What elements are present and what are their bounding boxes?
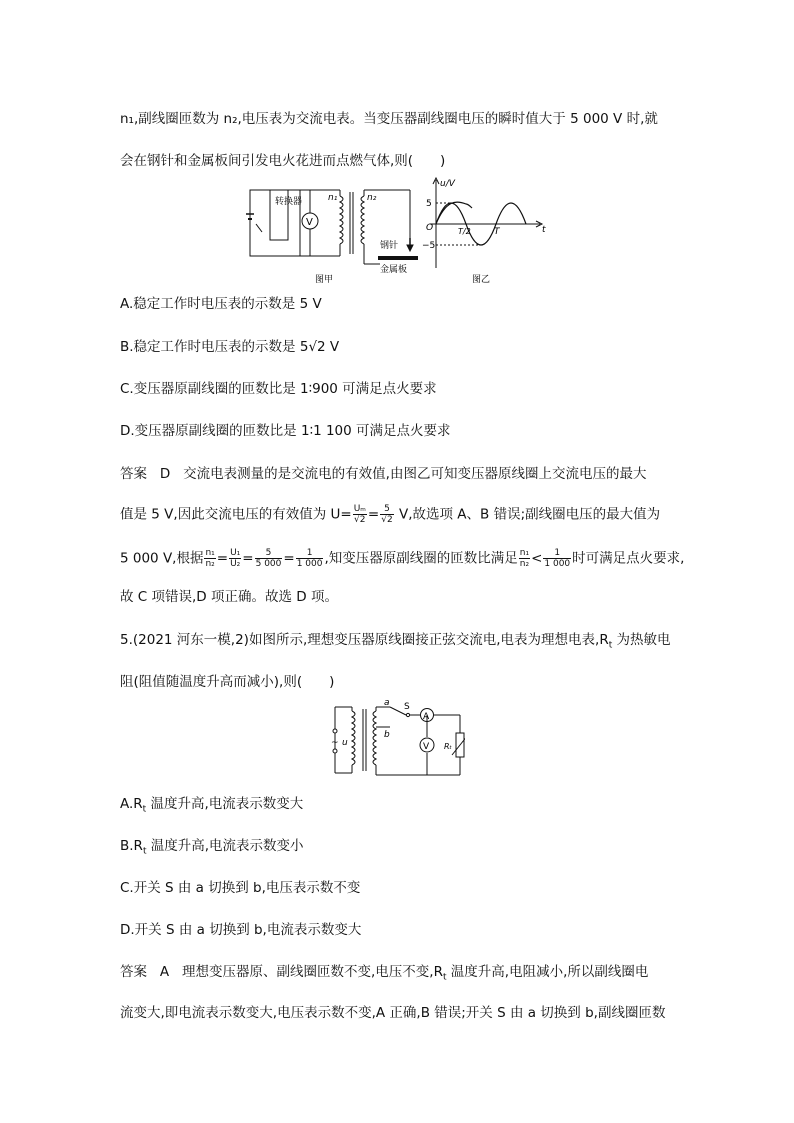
q4-option-b-unit: V bbox=[325, 339, 340, 355]
source-symbol: ~ bbox=[331, 738, 339, 748]
q5-option-c: C.开关 S 由 a 切换到 b,电压表示数不变 bbox=[120, 880, 361, 896]
q5-stem-text: 5.(2021 河东一模,2)如图所示,理想变压器原线圈接正弦交流电,电表为理想电表,R bbox=[120, 632, 609, 648]
transformer-circuit-diagram bbox=[240, 176, 420, 286]
needle-label: 钢针 bbox=[380, 241, 399, 251]
answer-letter: A bbox=[159, 964, 170, 980]
ammeter-label: A bbox=[423, 712, 430, 722]
transformer-switch-circuit bbox=[330, 697, 465, 779]
q5-figure bbox=[330, 697, 465, 779]
fraction bbox=[519, 548, 530, 569]
option-text: B.R bbox=[120, 838, 143, 854]
thermistor-label: Rₜ bbox=[444, 742, 452, 751]
figure-left-caption: 图甲 bbox=[315, 275, 334, 285]
answer-label: 答案 bbox=[120, 466, 147, 482]
denominator: 5 000 bbox=[255, 559, 282, 569]
voltmeter-label: V bbox=[423, 742, 430, 752]
converter-label: 转换器 bbox=[275, 197, 303, 207]
switch-label: S bbox=[404, 702, 410, 712]
q4-option-c: C.变压器原副线圈的匝数比是 1∶900 可满足点火要求 bbox=[120, 381, 437, 397]
subscript: t bbox=[608, 640, 613, 651]
tick-minus-5: −5 bbox=[422, 241, 436, 251]
answer-text: 时可满足点火要求, bbox=[572, 550, 685, 567]
q4-figure-left bbox=[240, 176, 420, 286]
answer-text: 值是 5 V,因此交流电压的有效值为 U= bbox=[120, 506, 352, 523]
n2-label: n₂ bbox=[367, 193, 377, 203]
fraction bbox=[353, 504, 367, 525]
answer-text: 5 000 V,根据 bbox=[120, 550, 204, 567]
answer-text: ,知变压器原副线圈的匝数比满足 bbox=[324, 550, 518, 567]
numerator: 1 bbox=[543, 548, 571, 559]
q5-option-b bbox=[120, 837, 304, 861]
denominator: n₂ bbox=[519, 559, 530, 569]
y-axis-label: u/V bbox=[440, 179, 455, 189]
numerator: 5 bbox=[255, 548, 283, 559]
denominator: √2 bbox=[381, 515, 393, 525]
answer-text: 理想变压器原、副线圈匝数不变,电压不变,R bbox=[182, 964, 443, 980]
t-axis-label: t bbox=[542, 225, 546, 235]
answer-text: 交流电表测量的是交流电的有效值,由图乙可知变压器原线圈上交流电压的最大 bbox=[183, 466, 647, 482]
q5-stem-line1 bbox=[120, 631, 671, 655]
sine-wave-graph bbox=[420, 176, 550, 286]
denominator: n₂ bbox=[205, 559, 215, 569]
subscript: t bbox=[142, 804, 147, 815]
origin-label: O bbox=[426, 223, 434, 233]
q4-figure-right bbox=[420, 176, 550, 286]
q4-intro-line1: n₁,副线圈匝数为 n₂,电压表为交流电表。当变压器副线圈电压的瞬时值大于 5 000 V 时,就 bbox=[120, 111, 658, 127]
q5-answer-line1 bbox=[120, 963, 648, 987]
option-text: 温度升高,电流表示数变大 bbox=[146, 796, 304, 812]
q4-answer-line3: 5 000 V,根据 $\frac{\text{n₁}}{\text{n₂}}$ = $\frac{\text{U₁}}{\text{U₂}}$ = $\frac{5}{5 000}$ = $\frac{1}{1 000}$ ,知变压器原副线圈的匝数比满足 $\frac{\text{n₁}}{\text{n₂}}$ < $\frac{1}{1 000}$ 时可满足点火要求, bbox=[120, 548, 685, 569]
less-than: < bbox=[531, 550, 543, 567]
q5-option-d: D.开关 S 由 a 切换到 b,电流表示数变大 bbox=[120, 922, 362, 938]
fraction bbox=[543, 548, 571, 569]
numerator: U₁ bbox=[230, 548, 241, 558]
q4-answer-line4: 故 C 项错误,D 项正确。故选 D 项。 bbox=[120, 589, 338, 605]
answer-label: 答案 bbox=[120, 964, 147, 980]
answer-letter: D bbox=[159, 466, 171, 482]
fraction bbox=[229, 548, 241, 569]
answer-text: 温度升高,电阻减小,所以副线圈电 bbox=[446, 964, 649, 980]
numerator: Uₘ bbox=[353, 504, 366, 514]
plate-label: 金属板 bbox=[380, 265, 408, 275]
fraction bbox=[255, 548, 283, 569]
b-label: b bbox=[384, 730, 390, 740]
numerator: n₁ bbox=[519, 548, 530, 558]
metal-plate bbox=[378, 256, 418, 260]
numerator: 1 bbox=[296, 548, 324, 559]
denominator: U₂ bbox=[230, 559, 241, 569]
equals: = bbox=[367, 506, 380, 523]
figure-right-caption: 图乙 bbox=[472, 275, 491, 285]
q4-option-a: A.稳定工作时电压表的示数是 5 V bbox=[120, 296, 322, 312]
fraction bbox=[204, 548, 215, 569]
fraction bbox=[296, 548, 324, 569]
q4-answer-line1 bbox=[120, 465, 646, 483]
option-text: A.R bbox=[120, 796, 143, 812]
subscript: t bbox=[442, 972, 447, 983]
q5-stem-line2: 阻(阻值随温度升高而减小),则( ) bbox=[120, 674, 335, 690]
sqrt-two: √2 bbox=[308, 339, 326, 355]
voltmeter-label: V bbox=[306, 217, 313, 228]
q4-option-b bbox=[120, 338, 339, 356]
q5-answer-line2: 流变大,即电流表示数变大,电压表示数不变,A 正确,B 错误;开关 S 由 a 切换到 b,副线圈匝数 bbox=[120, 1005, 666, 1021]
fraction bbox=[380, 504, 393, 525]
q5-option-a bbox=[120, 795, 303, 819]
a-label: a bbox=[384, 698, 390, 708]
q4-intro-line2: 会在钢针和金属板间引发电火花进而点燃气体,则( ) bbox=[120, 153, 446, 169]
tick-5: 5 bbox=[426, 199, 432, 209]
q4-option-b-text: B.稳定工作时电压表的示数是 5 bbox=[120, 339, 309, 355]
denominator: 1 000 bbox=[296, 559, 323, 569]
n1-label: n₁ bbox=[328, 193, 338, 203]
numerator: 5 bbox=[380, 504, 393, 515]
t-half-label: T/2 bbox=[458, 227, 471, 236]
u-label: u bbox=[342, 738, 348, 748]
numerator: n₁ bbox=[205, 548, 215, 558]
t-full-label: T bbox=[494, 227, 500, 237]
q5-stem-text: 为热敏电 bbox=[612, 632, 671, 648]
answer-text: V,故选项 A、B 错误;副线圈电压的最大值为 bbox=[394, 506, 661, 523]
denominator: √2 bbox=[354, 515, 366, 525]
q4-option-d: D.变压器原副线圈的匝数比是 1∶1 100 可满足点火要求 bbox=[120, 423, 451, 439]
q4-answer-line2 bbox=[120, 504, 660, 525]
subscript: t bbox=[142, 846, 147, 857]
denominator: 1 000 bbox=[544, 559, 571, 569]
option-text: 温度升高,电流表示数变小 bbox=[146, 838, 304, 854]
